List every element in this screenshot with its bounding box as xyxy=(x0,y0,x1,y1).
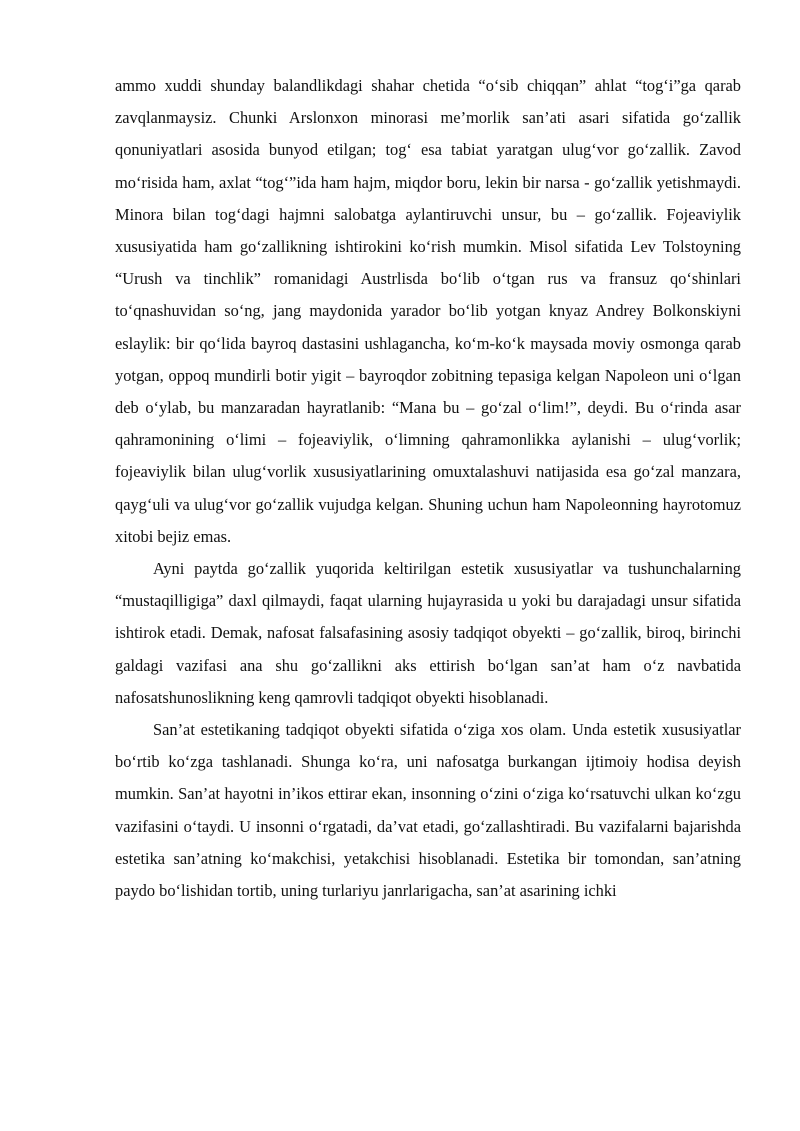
paragraph-continued: ammo xuddi shunday balandlikdagi shahar chetida “o‘sib chiqqan” ahlat “tog‘i”ga qarab zavqlanmaysiz. Chunki Arslonxon minorasi me’morlik san’ati asari sifatida go‘zallik qonuniyatlari asosida bunyod etilgan; tog‘ esa tabiat yaratgan ulug‘vor go‘zallik. Zavod mo‘risida ham, axlat “tog‘”ida ham hajm, miqdor boru, lekin bir narsa - go‘zallik yetishmaydi. Minora bilan tog‘dagi hajmni salobatga aylantiruvchi unsur, bu – go‘zallik. Fojeaviylik xususiyatida ham go‘zallikning ishtirokini ko‘rish mumkin. Misol sifatida Lev Tolstoyning “Urush va tinchlik” romanidagi Austrlisda bo‘lib o‘tgan rus va fransuz qo‘shinlari to‘qnashuvidan so‘ng, jang maydonida yarador bo‘lib yotgan knyaz Andrey Bolkonskiyni eslaylik: bir qo‘lida bayroq dastasini ushlagancha, ko‘m-ko‘k maysada moviy osmonga qarab yotgan, oppoq mundirli botir yigit – bayroqdor zobitning tepasiga kelgan Napoleon uni o‘lgan deb o‘ylab, bu manzaradan hayratlanib: “Mana bu – go‘zal o‘lim!”, deydi. Bu o‘rinda asar qahramonining o‘limi – fojeaviylik, o‘limning qahramonlikka aylanishi – ulug‘vorlik; fojeaviylik bilan ulug‘vorlik xususiyatlarining omuxtalashuvi natijasida esa go‘zal manzara, qayg‘uli va ulug‘vor go‘zallik vujudga kelgan. Shuning uchun ham Napoleonning hayrotomuz xitobi bejiz emas. xyxy=(115,76,741,546)
document-page xyxy=(115,70,741,907)
paragraph-beauty-in-aesthetics: Ayni paytda go‘zallik yuqorida keltirilgan estetik xususiyatlar va tushunchalarning “mustaqilligiga” daxl qilmaydi, faqat ularning hujayrasida u yoki bu darajadagi unsur sifatida ishtirok etadi. Demak, nafosat falsafasining asosiy tadqiqot obyekti – go‘zallik, biroq, birinchi galdagi vazifasi ana shu go‘zallikni aks ettirish bo‘lgan san’at ham o‘z navbatida nafosatshunoslikning keng qamrovli tadqiqot obyekti hisoblanadi. xyxy=(115,559,741,707)
paragraph-art-as-object: San’at estetikaning tadqiqot obyekti sifatida o‘ziga xos olam. Unda estetik xususiyatlar bo‘rtib ko‘zga tashlanadi. Shunga ko‘ra, uni nafosatga burkangan ijtimoiy hodisa deyish mumkin. San’at hayotni in’ikos ettirar ekan, insonning o‘zini o‘ziga ko‘rsatuvchi ulkan ko‘zgu vazifasini o‘taydi. U insonni o‘rgatadi, da’vat etadi, go‘zallashtiradi. Bu vazifalarni bajarishda estetika san’atning ko‘makchisi, yetakchisi hisoblanadi. Estetika bir tomondan, san’atning paydo bo‘lishidan tortib, uning turlariyu janrlarigacha, san’at asarining ichki xyxy=(115,720,741,901)
